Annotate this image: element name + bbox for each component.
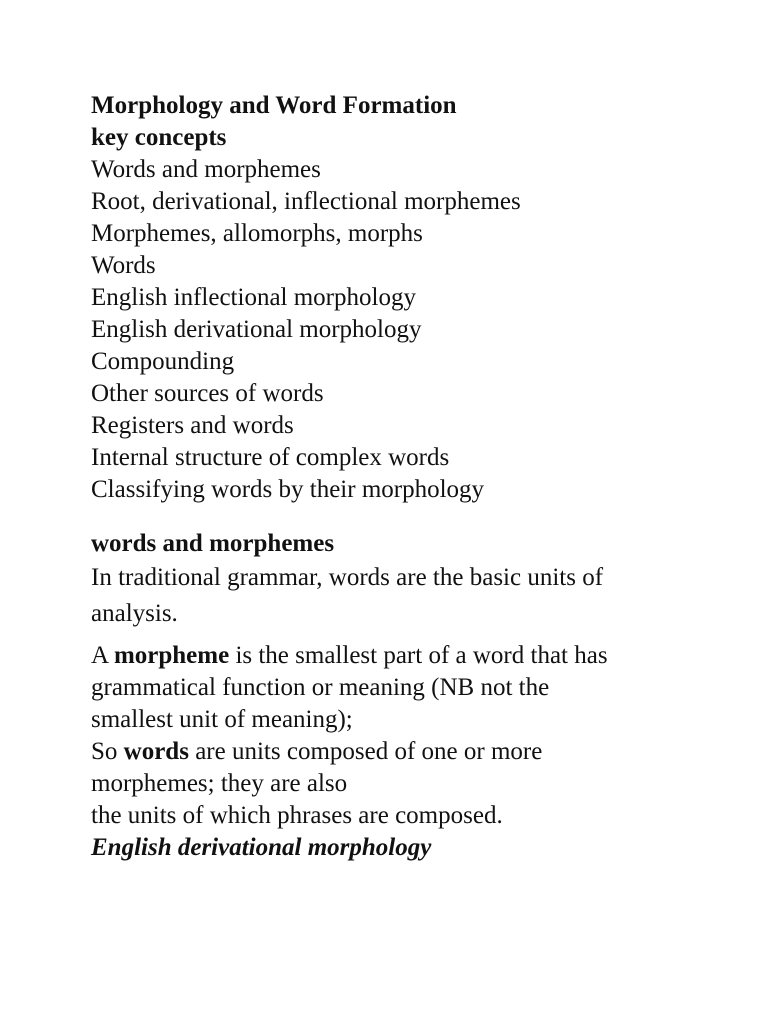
document-title: Morphology and Word Formation (91, 92, 457, 119)
text-run: A (91, 642, 114, 669)
paragraph-line: In traditional grammar, words are the basic units of (91, 564, 604, 591)
concept-item: Registers and words (91, 412, 294, 439)
next-section-heading: English derivational morphology (91, 834, 432, 861)
concept-item: Other sources of words (91, 380, 324, 407)
concept-item: Root, derivational, inflectional morphemes (91, 188, 521, 215)
paragraph-line (91, 736, 731, 768)
concept-item: Words (91, 252, 156, 279)
paragraph-line: morphemes; they are also (91, 770, 348, 797)
document-page (91, 90, 731, 864)
concept-item: Classifying words by their morphology (91, 476, 485, 503)
paragraph-line: grammatical function or meaning (NB not the (91, 674, 550, 701)
concept-item: English inflectional morphology (91, 284, 416, 311)
document-subtitle: key concepts (91, 124, 227, 151)
term-morpheme: morpheme (113, 642, 230, 669)
paragraph-line: the units of which phrases are composed. (91, 802, 503, 829)
paragraph-line: smallest unit of meaning); (91, 706, 353, 733)
concept-item: Morphemes, allomorphs, morphs (91, 220, 423, 247)
concept-item: Words and morphemes (91, 156, 321, 183)
section-heading: words and morphemes (91, 530, 335, 557)
paragraph-2 (91, 640, 731, 832)
paragraph-line: analysis. (91, 600, 178, 627)
text-run: are units composed of one or more (188, 738, 543, 765)
text-run: So (91, 738, 124, 765)
concept-item: English derivational morphology (91, 316, 422, 343)
text-run: is the smallest part of a word that has (229, 642, 608, 669)
paragraph-line (91, 640, 731, 672)
concept-list (91, 154, 731, 506)
paragraph-1 (91, 560, 731, 632)
term-words: words (123, 738, 189, 765)
concept-item: Compounding (91, 348, 235, 375)
concept-item: Internal structure of complex words (91, 444, 450, 471)
